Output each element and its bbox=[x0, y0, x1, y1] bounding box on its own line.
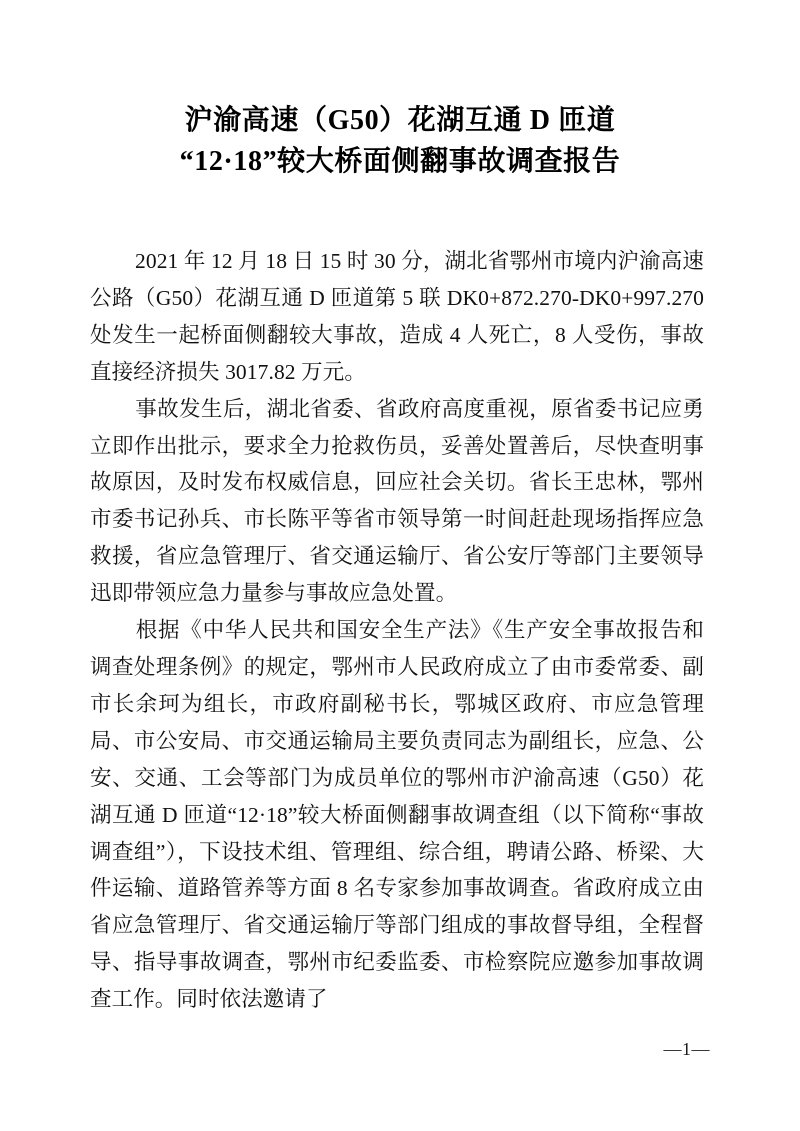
document-body bbox=[90, 243, 704, 1018]
body-paragraph-3 bbox=[90, 612, 704, 1018]
paragraph-text: 事故发生后，湖北省委、省政府高度重视，原省委书记应勇立即作出批示，要求全力抢救伤员，妥善处置善后，尽快查明事故原因，及时发布权威信息，回应社会关切。省长王忠林，鄂州市委书记孙兵、市长陈平等省市领导第一时间赶赴现场指挥应急救援，省应急管理厅、省交通运输厅、省公安厅等部门主要领导迅即带领应急力量参与事故应急处置。 bbox=[90, 396, 704, 606]
document-title bbox=[90, 100, 710, 182]
paragraph-text: 根据《中华人民共和国安全生产法》《生产安全事故报告和调查处理条例》的规定，鄂州市人民政府成立了由市委常委、副市长余珂为组长，市政府副秘书长，鄂城区政府、市应急管理局、市公安局、市交通运输局主要负责同志为副组长，应急、公安、交通、工会等部门为成员单位的鄂州市沪渝高速（G50）花湖互通 D 匝道“12·18”较大桥面侧翻事故调查组（以下简称“事故调查组”），下设技术组、管理组、综合组，聘请公路、桥梁、大件运输、道路管养等方面 8 名专家参加事故调查。省政府成立由省应急管理厅、省交通运输厅等部门组成的事故督导组，全程督导、指导事故调查，鄂州市纪委监委、市检察院应邀参加事故调查工作。同时依法邀请了 bbox=[90, 618, 704, 1012]
title-line-2: “12·18”较大桥面侧翻事故调查报告 bbox=[179, 146, 621, 177]
paragraph-text: 2021 年 12 月 18 日 15 时 30 分，湖北省鄂州市境内沪渝高速公路（G50）花湖互通 D 匝道第 5 联 DK0+872.270-DK0+997.270 处发生一起桥面侧翻较大事故，造成 4 人死亡，8 人受伤，事故直接经济损失 3017.82 万元。 bbox=[90, 249, 704, 384]
body-paragraph-1 bbox=[90, 243, 704, 391]
body-paragraph-2 bbox=[90, 391, 704, 612]
page-number: —1— bbox=[663, 1039, 710, 1059]
title-line-1: 沪渝高速（G50）花湖互通 D 匝道 bbox=[184, 105, 616, 136]
